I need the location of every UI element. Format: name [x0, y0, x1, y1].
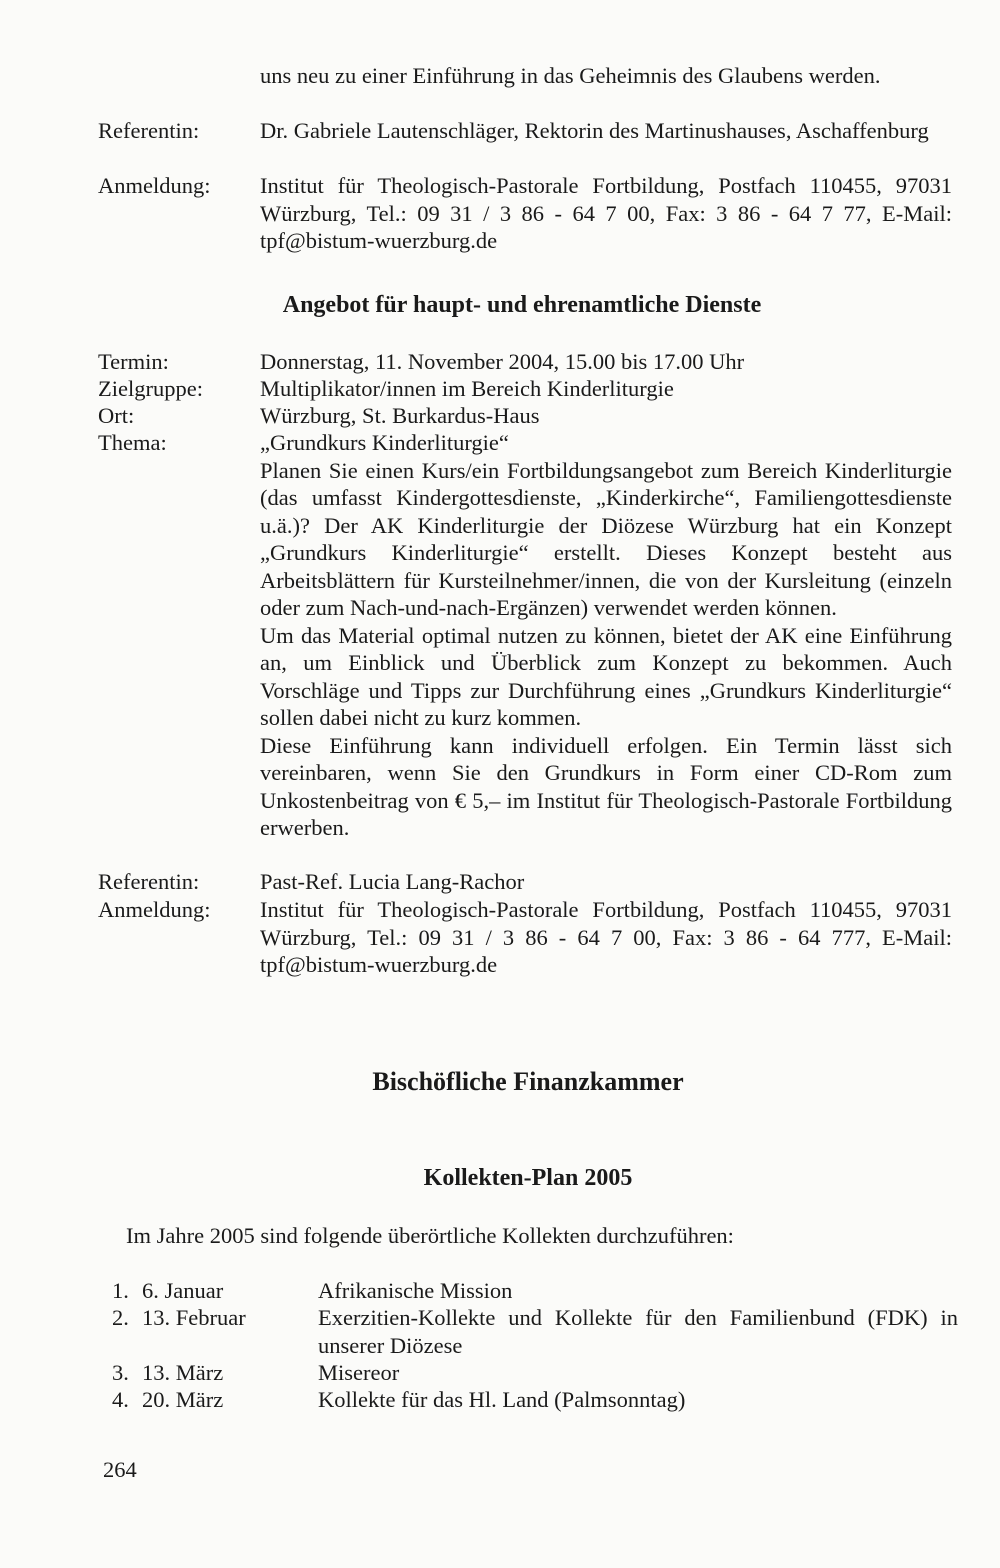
- referentin-label: Referentin:: [98, 869, 200, 894]
- ort-text: Würzburg, St. Burkardus-Haus: [260, 403, 540, 428]
- kollekte-item: [112, 1386, 958, 1414]
- subheading-kollekten-plan: Kollekten-Plan 2005: [423, 1165, 633, 1191]
- ort-label: Ort:: [98, 403, 135, 428]
- referentin-text: Past-Ref. Lucia Lang-Rachor: [260, 869, 525, 894]
- kollekte-text: Afrikanische Mission: [318, 1278, 513, 1303]
- kollekte-number: 4.: [112, 1387, 129, 1412]
- kollekte-item: [112, 1359, 958, 1387]
- zielgruppe-row: [98, 375, 958, 403]
- termin-text: Donnerstag, 11. November 2004, 15.00 bis 17.00 Uhr: [260, 349, 745, 374]
- referentin-text: Dr. Gabriele Lautenschläger, Rektorin des Martinushauses, Aschaffenburg: [260, 118, 929, 143]
- thema-row: [98, 429, 958, 842]
- thema-body: [260, 429, 952, 842]
- referentin-row-2: [98, 868, 958, 896]
- kollekte-text: Kollekte für das Hl. Land (Palmsonntag): [318, 1387, 686, 1412]
- thema-paragraph: Um das Material optimal nutzen zu können, bietet der AK eine Einführung an, um Einblick und Überblick zum Konzept zu bekommen. Auch Vorschläge und Tipps zur Durchführung eines „Grundkurs Kinderliturgie“ sollen dabei nicht zu kurz kommen.: [260, 622, 952, 730]
- kollekte-item: [112, 1304, 958, 1359]
- zielgruppe-label: Zielgruppe:: [98, 376, 203, 401]
- anmeldung-row-1: [98, 172, 958, 255]
- continuation-text: uns neu zu einer Einführung in das Geheimnis des Glaubens werden.: [260, 63, 881, 88]
- kollekte-date: 20. März: [142, 1387, 224, 1412]
- termin-label: Termin:: [98, 349, 169, 374]
- anmeldung-row-2: [98, 896, 958, 979]
- anmeldung-label: Anmeldung:: [98, 897, 211, 922]
- thema-paragraph: Planen Sie einen Kurs/ein Fortbildungsangebot zum Bereich Kinderliturgie (das umfasst Kindergottesdienste, „Kinderkirche“, Familiengottesdienste u.ä.)? Der AK Kinderliturgie der Diözese Würzburg hat ein Konzept „Grundkurs Kinderliturgie“ erstellt. Dieses Konzept besteht aus Arbeitsblättern für Kursteilnehmer/innen, die von der Kursleitung (einzeln oder zum Nach-und-nach-Ergänzen) verwendet werden können.: [260, 457, 952, 620]
- referentin-label: Referentin:: [98, 118, 200, 143]
- section-heading-angebot: Angebot für haupt- und ehrenamtliche Dienste: [282, 292, 762, 318]
- kollekte-date: 13. Februar: [142, 1305, 246, 1330]
- kollekte-text: Exerzitien-Kollekte und Kollekte für den Familienbund (FDK) in unserer Diözese: [318, 1305, 958, 1358]
- thema-label: Thema:: [98, 430, 167, 455]
- kollekte-number: 1.: [112, 1278, 129, 1303]
- kollekte-date: 13. März: [142, 1360, 224, 1385]
- kollekte-number: 2.: [112, 1305, 129, 1330]
- anmeldung-label: Anmeldung:: [98, 173, 211, 198]
- section-heading-finanzkammer: Bischöfliche Finanzkammer: [372, 1067, 684, 1096]
- anmeldung-text: Institut für Theologisch-Pastorale Fortbildung, Postfach 110455, 97031 Würzburg, Tel.: 09 31 / 3 86 - 64 7 00, Fax: 3 86 - 64 7 77, E-Mail: tpf@bistum-wuerzburg.de: [260, 173, 952, 253]
- termin-row: [98, 348, 958, 376]
- zielgruppe-text: Multiplikator/innen im Bereich Kinderliturgie: [260, 376, 674, 401]
- referentin-row-1: [98, 117, 958, 145]
- anmeldung-text: Institut für Theologisch-Pastorale Fortbildung, Postfach 110455, 97031 Würzburg, Tel.: 09 31 / 3 86 - 64 7 00, Fax: 3 86 - 64 777, E-Mail: tpf@bistum-wuerzburg.de: [260, 897, 952, 977]
- ort-row: [98, 402, 958, 430]
- kollekten-intro: Im Jahre 2005 sind folgende überörtliche Kollekten durchzuführen:: [126, 1223, 734, 1248]
- kollekte-text: Misereor: [318, 1360, 400, 1385]
- kollekte-item: [112, 1277, 958, 1305]
- thema-paragraph: Diese Einführung kann individuell erfolgen. Ein Termin lässt sich vereinbaren, wenn Sie den Grundkurs in Form einer CD-Rom zum Unkostenbeitrag von € 5,– im Institut für Theologisch-Pastorale Fortbildung erwerben.: [260, 732, 952, 840]
- page-number: 264: [103, 1457, 137, 1482]
- kollekte-date: 6. Januar: [142, 1278, 224, 1303]
- kollekte-number: 3.: [112, 1360, 129, 1385]
- thema-title: „Grundkurs Kinderliturgie“: [260, 430, 509, 455]
